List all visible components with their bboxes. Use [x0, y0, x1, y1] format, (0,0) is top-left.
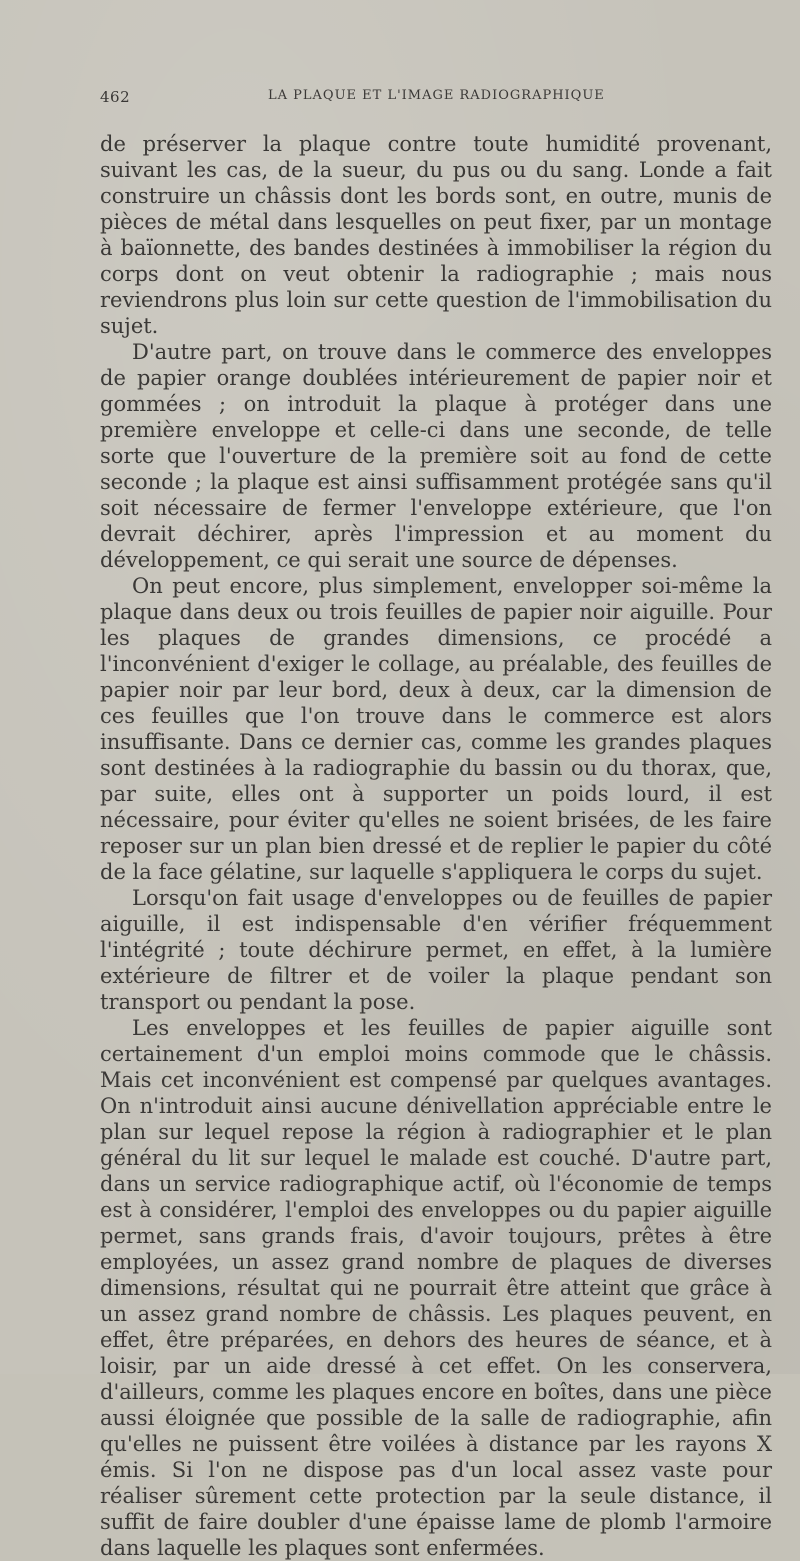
page-number: 462 — [100, 88, 131, 106]
body-text — [100, 131, 772, 1561]
running-title: LA PLAQUE ET L'IMAGE RADIOGRAPHIQUE — [268, 88, 605, 103]
paragraph: D'autre part, on trouve dans le commerce des enveloppes de papier orange doublées intérieurement de papier noir et gommées ; on introduit la plaque à protéger dans une première enveloppe et celle-ci dans une seconde, de telle sorte que l'ouverture de la première soit au fond de cette seconde ; la plaque est ainsi suffisamment protégée sans qu'il soit nécessaire de fermer l'enveloppe extérieure, que l'on devrait déchirer, après l'impression et au moment du développement, ce qui serait une source de dépenses. — [100, 340, 772, 572]
paragraph: Lorsqu'on fait usage d'enveloppes ou de feuilles de papier aiguille, il est indispensable d'en vérifier fréquemment l'intégrité ; toute déchirure permet, en effet, à la lumière extérieure de filtrer et de voiler la plaque pendant son transport ou pendant la pose. — [100, 886, 772, 1014]
paragraph: Les enveloppes et les feuilles de papier aiguille sont certainement d'un emploi moins commode que le châssis. Mais cet inconvénient est compensé par quelques avantages. On n'introduit ainsi aucune dénivellation appréciable entre le plan sur lequel repose la région à radiographier et le plan général du lit sur lequel le malade est couché. D'autre part, dans un service radiographique actif, où l'économie de temps est à considérer, l'emploi des enveloppes ou du papier aiguille permet, sans grands frais, d'avoir toujours, prêtes à être employées, un assez grand nombre de plaques de diverses dimensions, résultat qui ne pourrait être atteint que grâce à un assez grand nombre de châssis. Les plaques peuvent, en effet, être préparées, en dehors des heures de séance, et à loisir, par un aide dressé à cet effet. On les conservera, d'ailleurs, comme les plaques encore en boîtes, dans une pièce aussi éloignée que possible de la salle de radiographie, afin qu'elles ne puissent être voilées à distance par les rayons X émis. Si l'on ne dispose pas d'un local assez vaste pour réaliser sûrement cette protection par la seule distance, il suffit de faire doubler d'une épaisse lame de plomb l'armoire dans laquelle les plaques sont enfermées. — [100, 1016, 772, 1560]
page-header — [100, 88, 700, 108]
paragraph: On peut encore, plus simplement, envelopper soi-même la plaque dans deux ou trois feuilles de papier noir aiguille. Pour les plaques de grandes dimensions, ce procédé a l'inconvénient d'exiger le collage, au préalable, des feuilles de papier noir par leur bord, deux à deux, car la dimension de ces feuilles que l'on trouve dans le commerce est alors insuffisante. Dans ce dernier cas, comme les grandes plaques sont destinées à la radiographie du bassin ou du thorax, que, par suite, elles ont à supporter un poids lourd, il est nécessaire, pour éviter qu'elles ne soient brisées, de les faire reposer sur un plan bien dressé et de replier le papier du côté de la face gélatine, sur laquelle s'appliquera le corps du sujet. — [100, 574, 772, 884]
paragraph: de préserver la plaque contre toute humidité provenant, suivant les cas, de la sueur, du pus ou du sang. Londe a fait construire un châssis dont les bords sont, en outre, munis de pièces de métal dans lesquelles on peut fixer, par un montage à baïonnette, des bandes destinées à immobiliser la région du corps dont on veut obtenir la radiographie ; mais nous reviendrons plus loin sur cette question de l'immobilisation du sujet. — [100, 132, 772, 338]
